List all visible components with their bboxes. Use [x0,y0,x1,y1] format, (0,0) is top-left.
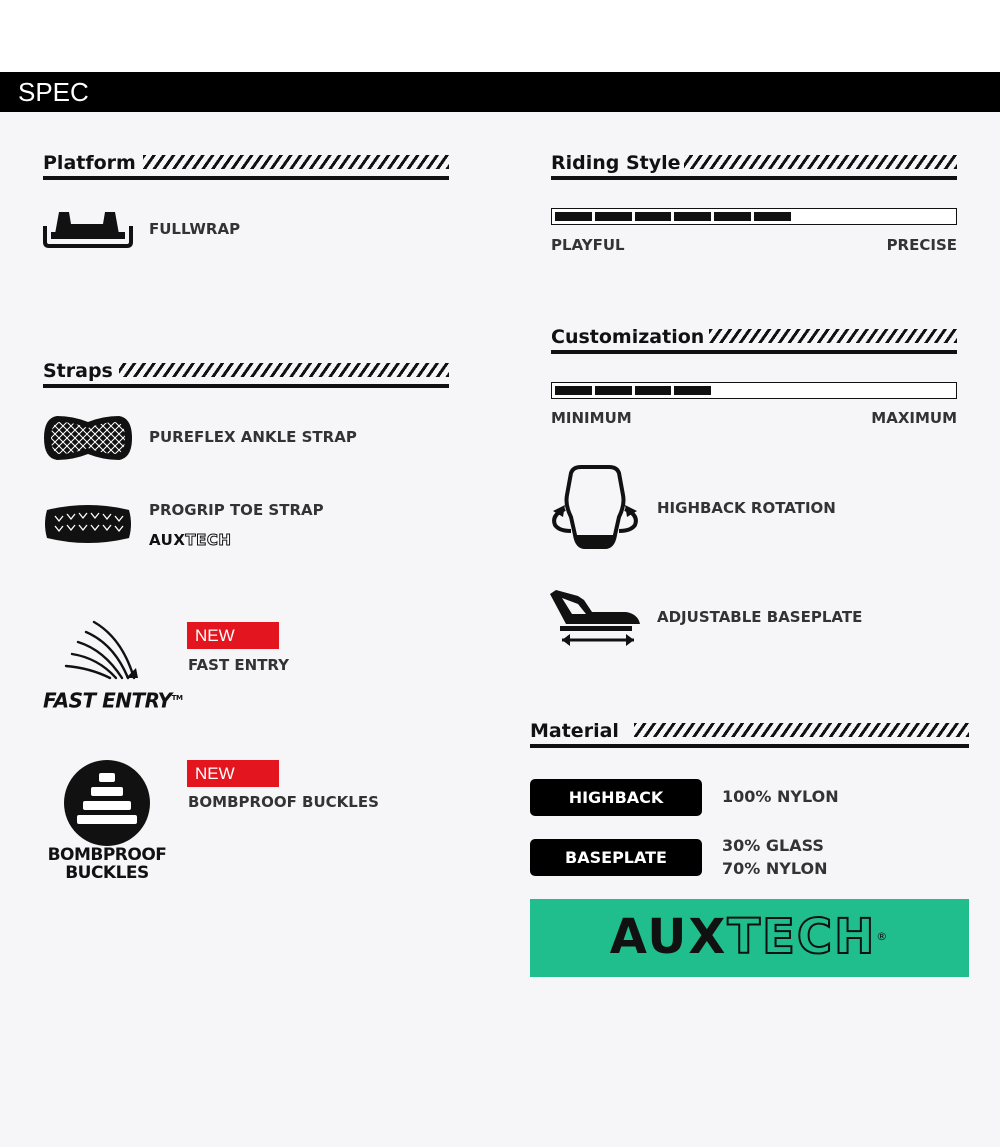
highback-rotation-icon [549,465,641,551]
spec-header-bar [0,72,1000,112]
meter-segment [595,386,632,395]
riding-style-section-header [551,152,957,182]
toe-strap-label: PROGRIP TOE STRAP [149,501,324,519]
meter-segment [674,386,711,395]
meter-segment [674,212,711,221]
baseplate-material-value-2: 70% NYLON [722,859,828,878]
section-underline [530,744,969,748]
riding-style-meter [551,208,957,225]
spec-title: SPEC [18,77,89,107]
ankle-strap-icon [43,414,133,462]
section-underline [43,176,449,180]
highback-material-pill: HIGHBACK [530,779,702,816]
hatch-decoration [143,155,449,169]
ankle-strap-label: PUREFLEX ANKLE STRAP [149,428,357,446]
highback-rotation-label: HIGHBACK ROTATION [657,499,836,517]
riding-style-min-label: PLAYFUL [551,236,625,254]
meter-segment [555,212,592,221]
platform-section-header [43,152,449,182]
new-badge: NEW [187,622,279,649]
top-blank-band [0,0,1000,72]
meter-segment [635,212,672,221]
customization-meter [551,382,957,399]
hatch-decoration [709,329,957,343]
highback-material-value: 100% NYLON [722,787,839,806]
auxtech-banner [530,899,969,977]
hatch-decoration [684,155,957,169]
platform-item-label: FULLWRAP [149,220,241,238]
auxtech-small-logo: AUXTECH [149,531,232,549]
riding-style-max-label: PRECISE [886,236,957,254]
straps-title: Straps [43,360,113,382]
section-underline [43,384,449,388]
riding-style-title: Riding Style [551,152,681,174]
material-title: Material [530,720,619,742]
customization-max-label: MAXIMUM [871,409,957,427]
toe-strap-icon [43,502,133,546]
material-section-header [530,720,969,750]
fullwrap-platform-icon [43,208,133,248]
baseplate-material-pill: BASEPLATE [530,839,702,876]
hatch-decoration [119,363,449,377]
meter-segment [754,212,791,221]
adjustable-baseplate-label: ADJUSTABLE BASEPLATE [657,608,863,626]
baseplate-material-value-1: 30% GLASS [722,836,824,855]
customization-title: Customization [551,326,705,348]
customization-min-label: MINIMUM [551,409,632,427]
adjustable-baseplate-icon [548,588,642,646]
fast-entry-label: FAST ENTRY [188,656,290,674]
bombproof-buckles-logo: BOMBPROOF BUCKLES [47,845,167,883]
fast-entry-icon [64,620,144,682]
hatch-decoration [634,723,969,737]
straps-section-header [43,360,449,390]
meter-segment [714,212,751,221]
bombproof-buckles-label: BOMBPROOF BUCKLES [188,793,379,811]
meter-segment [635,386,672,395]
section-underline [551,176,957,180]
meter-segment [595,212,632,221]
bombproof-buckles-icon [63,759,151,847]
section-underline [551,350,957,354]
platform-title: Platform [43,152,136,174]
new-badge: NEW [187,760,279,787]
customization-section-header [551,326,957,356]
meter-segment [555,386,592,395]
auxtech-banner-logo: AUXTECH® [609,909,890,965]
fast-entry-logo: FAST ENTRY™ [43,688,183,713]
